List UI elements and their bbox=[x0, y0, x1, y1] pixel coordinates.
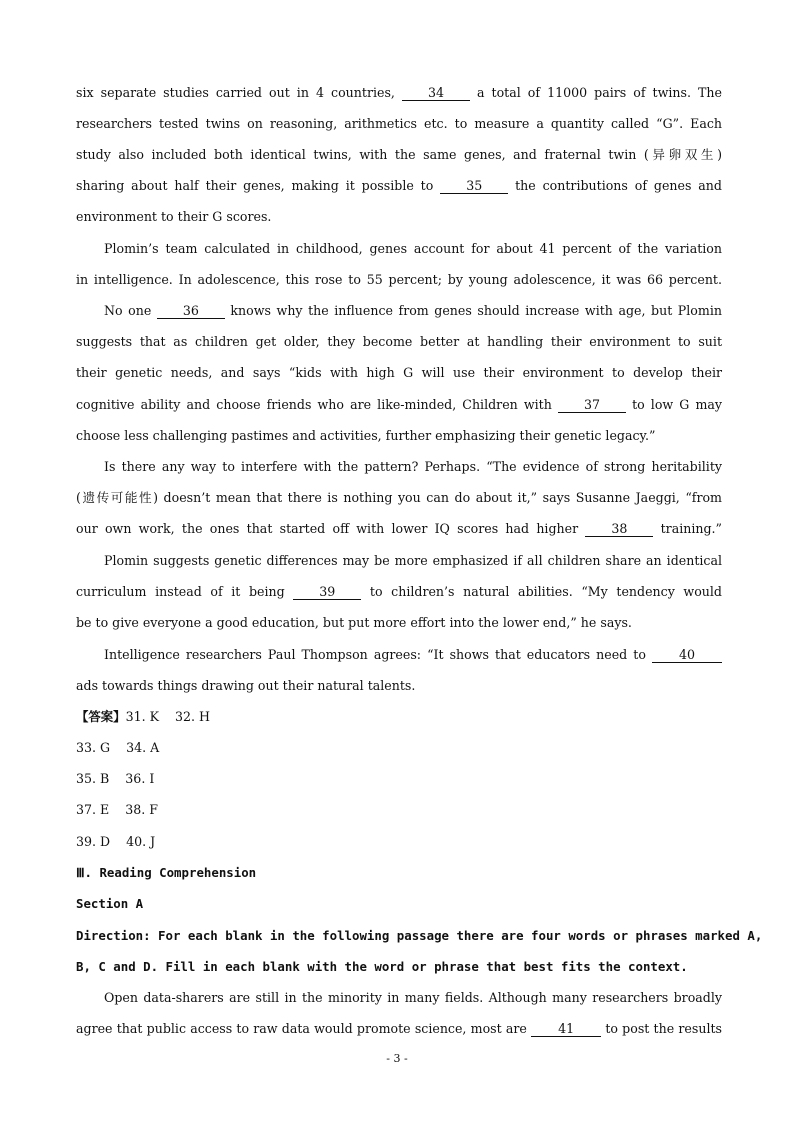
section-heading: Ⅲ. Reading Comprehension bbox=[76, 865, 257, 880]
answer-row: 35. B 36. I bbox=[76, 771, 155, 786]
text-segment: Intelligence researchers Paul Thompson agrees: “It shows that educators need to bbox=[104, 647, 646, 662]
text-segment: a total of 11000 pairs of twins. The bbox=[476, 85, 722, 100]
text-segment: to children’s natural abilities. “My tendency would bbox=[369, 584, 722, 599]
text-segment: training.” bbox=[660, 521, 722, 536]
passage-line: environment to their G scores. bbox=[76, 209, 272, 224]
text-segment: curriculum instead of it being bbox=[76, 584, 285, 599]
text-segment: six separate studies carried out in 4 countries, bbox=[76, 85, 395, 100]
passage-line: Plomin suggests genetic differences may be more emphasized if all children share an identical bbox=[104, 553, 722, 568]
passage-line bbox=[76, 519, 722, 539]
section-subheading: Section A bbox=[76, 896, 144, 911]
blank-39: 39 bbox=[293, 585, 361, 600]
blank-36: 36 bbox=[157, 304, 225, 319]
passage-line bbox=[104, 645, 722, 665]
text-segment: cognitive ability and choose friends who are like-minded, Children with bbox=[76, 397, 552, 412]
passage-line: ads towards things drawing out their natural talents. bbox=[76, 678, 416, 693]
answer-row bbox=[76, 707, 210, 727]
passage-line bbox=[104, 301, 722, 321]
passage-line: be to give everyone a good education, but put more effort into the lower end,” he says. bbox=[76, 615, 632, 630]
passage-line: study also included both identical twins, with the same genes, and fraternal twin (异卵双生) bbox=[76, 147, 722, 162]
answer-row: 33. G 34. A bbox=[76, 740, 160, 755]
blank-35: 35 bbox=[440, 179, 508, 194]
blank-37: 37 bbox=[558, 398, 626, 413]
passage-line: their genetic needs, and says “kids with high G will use their environment to develop their bbox=[76, 365, 722, 380]
passage-line: Open data-sharers are still in the minority in many fields. Although many researchers broadly bbox=[104, 990, 722, 1005]
passage-line: suggests that as children get older, they become better at handling their environment to suit bbox=[76, 334, 722, 349]
text-segment: sharing about half their genes, making it possible to bbox=[76, 178, 434, 193]
passage-line: choose less challenging pastimes and activities, further emphasizing their genetic legacy.” bbox=[76, 428, 656, 443]
blank-34: 34 bbox=[402, 86, 470, 101]
passage-line: in intelligence. In adolescence, this rose to 55 percent; by young adolescence, it was 66 percent. bbox=[76, 272, 722, 287]
text-segment: No one bbox=[104, 303, 152, 318]
text-segment: knows why the influence from genes should increase with age, but Plomin bbox=[230, 303, 722, 318]
direction-line: B, C and D. Fill in each blank with the word or phrase that best fits the context. bbox=[76, 959, 688, 974]
answer-values: 31. K 32. H bbox=[125, 709, 211, 724]
passage-line bbox=[76, 176, 722, 196]
passage-line: researchers tested twins on reasoning, arithmetics etc. to measure a quantity called “G”. Each bbox=[76, 116, 722, 131]
text-segment: to post the results bbox=[605, 1021, 722, 1036]
answer-row: 39. D 40. J bbox=[76, 834, 156, 849]
text-segment: to low G may bbox=[632, 397, 723, 412]
answer-row: 37. E 38. F bbox=[76, 802, 159, 817]
text-segment: the contributions of genes and bbox=[515, 178, 722, 193]
blank-38: 38 bbox=[585, 522, 653, 537]
passage-line bbox=[76, 395, 722, 415]
passage-line: Plomin’s team calculated in childhood, genes account for about 41 percent of the variation bbox=[104, 241, 722, 256]
text-segment: agree that public access to raw data would promote science, most are bbox=[76, 1021, 527, 1036]
passage-line: (遗传可能性) doesn’t mean that there is nothing you can do about it,” says Susanne Jaeggi, “from bbox=[76, 490, 722, 505]
blank-41: 41 bbox=[531, 1022, 601, 1037]
text-segment: our own work, the ones that started off with lower IQ scores had higher bbox=[76, 521, 579, 536]
passage-line bbox=[76, 83, 722, 103]
page-number: - 3 - bbox=[386, 1052, 408, 1065]
blank-40: 40 bbox=[652, 648, 722, 663]
passage-line: Is there any way to interfere with the pattern? Perhaps. “The evidence of strong heritability bbox=[104, 459, 722, 474]
passage-line bbox=[76, 582, 722, 602]
answer-label: 【答案】 bbox=[76, 709, 126, 724]
direction-line: Direction: For each blank in the following passage there are four words or phrases marked A, bbox=[76, 928, 763, 943]
passage-line bbox=[76, 1019, 722, 1039]
